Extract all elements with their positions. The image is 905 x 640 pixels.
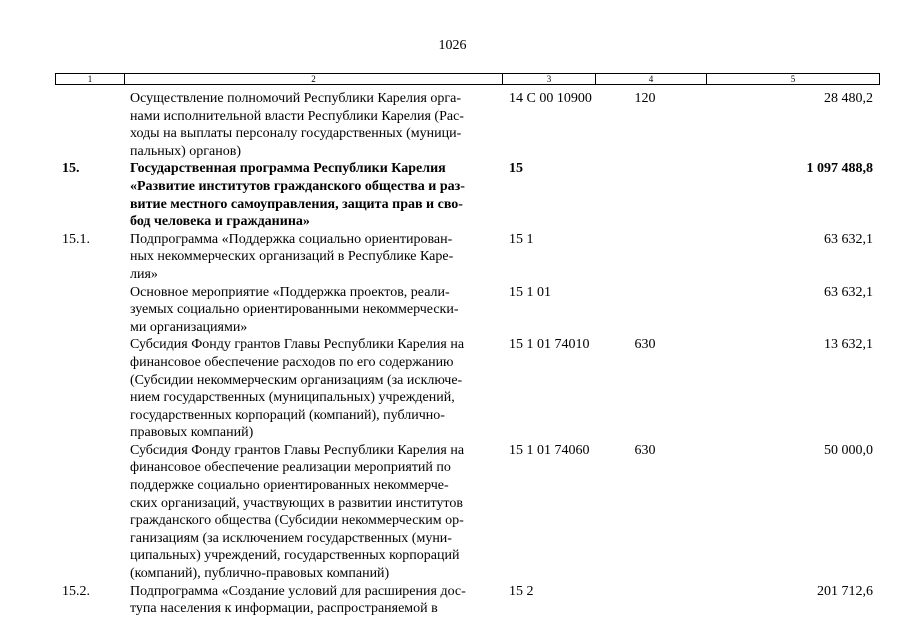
table-row (55, 231, 880, 284)
row-code: 15 (509, 161, 523, 177)
table-body (55, 90, 880, 618)
description-line: Субсидия Фонду грантов Главы Республики Карелия на (130, 442, 465, 458)
description-line: зуемых социально ориентированными некоммерчески- (130, 302, 459, 318)
row-number: 15.2. (62, 583, 90, 599)
row-code: 14 С 00 10900 (509, 91, 592, 106)
row-amount: 13 632,1 (824, 337, 873, 353)
description-line: (Субсидии некоммерческим организациям (за исключе- (130, 372, 463, 388)
header-cell-3: 3 (502, 74, 595, 84)
description-line: ганизациям (за исключением государственных (муни- (130, 530, 452, 546)
description-line: ходы на выплаты персоналу государственных (муници- (130, 126, 462, 142)
description-line: гражданского общества (Субсидии некоммерческим ор- (130, 513, 464, 529)
description-line: ми организациями» (130, 319, 248, 335)
description-line: ских организаций, участвующих в развитии институтов (130, 495, 463, 511)
row-amount: 201 712,6 (817, 583, 873, 599)
header-cell-4: 4 (595, 74, 706, 84)
row-amount: 63 632,1 (824, 231, 873, 247)
table-row (55, 442, 880, 583)
description-line: бод человека и гражданина» (130, 214, 310, 230)
row-expense-type: 630 (634, 337, 656, 353)
row-description (130, 336, 502, 442)
row-description (130, 231, 502, 284)
row-number: 15. (62, 161, 80, 177)
row-description (130, 160, 502, 230)
row-expense-type: 120 (634, 91, 656, 106)
row-code: 15 1 01 74060 (509, 442, 590, 458)
description-line: витие местного самоуправления, защита прав и сво- (130, 196, 463, 212)
table-row (55, 90, 880, 160)
row-number: 15.1. (62, 231, 90, 247)
row-code: 15 1 01 74010 (509, 337, 590, 353)
page-number: 1026 (438, 38, 467, 53)
description-line: государственных корпораций (компаний), публично- (130, 407, 445, 423)
header-cell-2: 2 (124, 74, 502, 84)
table-row (55, 284, 880, 337)
row-amount: 28 480,2 (824, 91, 873, 106)
description-line: тупа населения к информации, распространяемой в (130, 601, 438, 617)
table-row (55, 583, 880, 618)
description-line: поддержке социально ориентированных некоммерче- (130, 478, 449, 494)
description-line: правовых компаний) (130, 425, 254, 441)
table-row (55, 160, 880, 230)
row-code: 15 2 (509, 583, 534, 599)
description-line: лия» (130, 266, 158, 282)
row-amount: 50 000,0 (824, 442, 873, 458)
row-code: 15 1 (509, 231, 534, 247)
description-line: нами исполнительной власти Республики Карелия (Рас- (130, 108, 464, 124)
row-amount: 63 632,1 (824, 284, 873, 300)
row-description (130, 442, 502, 583)
description-line: нием государственных (муниципальных) учреждений, (130, 390, 455, 406)
header-cell-1: 1 (87, 74, 93, 84)
description-line: Подпрограмма «Поддержка социально ориентирован- (130, 231, 453, 247)
description-line: Осуществление полномочий Республики Карелия орга- (130, 91, 462, 106)
description-line: Государственная программа Республики Карелия (130, 161, 446, 177)
table-header-row (55, 73, 880, 85)
description-line: финансовое обеспечение расходов по его содержанию (130, 354, 454, 370)
description-line: Подпрограмма «Создание условий для расширения дос- (130, 583, 466, 599)
description-line: пальных) органов) (130, 143, 241, 159)
row-code: 15 1 01 (509, 284, 551, 300)
description-line: Основное мероприятие «Поддержка проектов, реали- (130, 284, 450, 300)
description-line: «Развитие институтов гражданского общества и раз- (130, 178, 465, 194)
row-expense-type: 630 (634, 442, 656, 458)
row-description (130, 90, 502, 160)
description-line: финансовое обеспечение реализации мероприятий по (130, 460, 451, 476)
description-line: (компаний), публично-правовых компаний) (130, 566, 390, 582)
header-cell-5: 5 (706, 74, 879, 84)
row-description (130, 284, 502, 337)
description-line: Субсидия Фонду грантов Главы Республики Карелия на (130, 337, 465, 353)
row-description (130, 583, 502, 618)
table-row (55, 336, 880, 442)
description-line: ципальных) учреждений, государственных корпораций (130, 548, 460, 564)
description-line: ных некоммерческих организаций в Республике Каре- (130, 249, 454, 265)
row-amount: 1 097 488,8 (806, 161, 873, 177)
